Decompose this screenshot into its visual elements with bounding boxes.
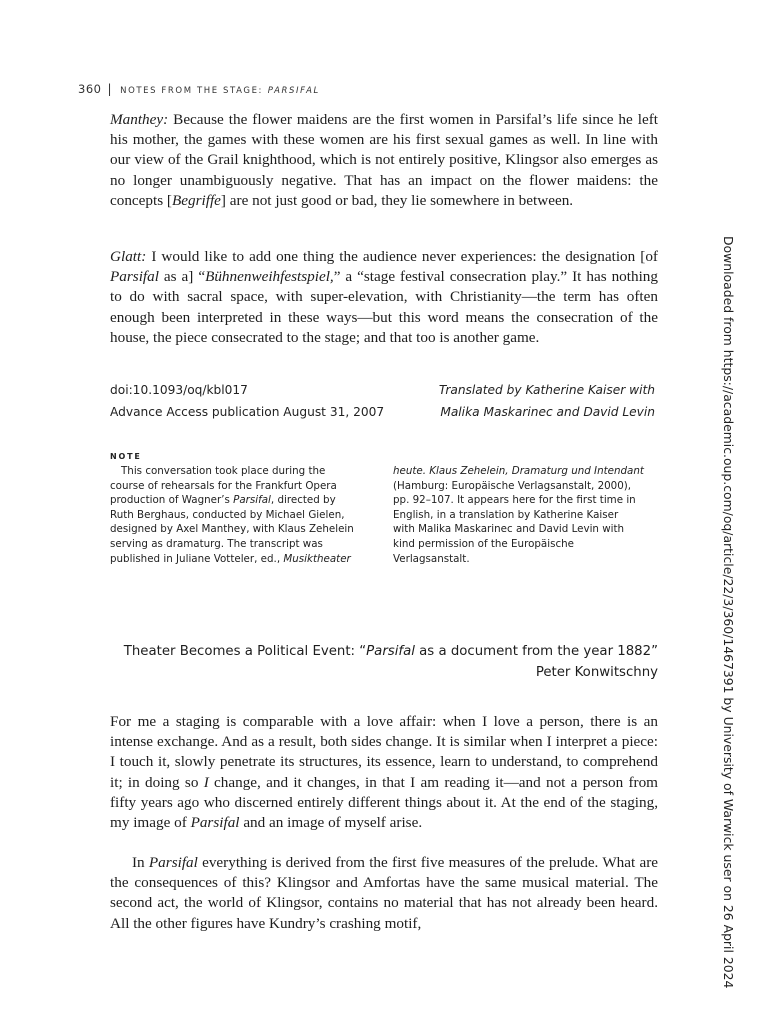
italic-work-title: Parsifal bbox=[148, 854, 198, 871]
note-line: serving as dramaturg. The transcript was bbox=[110, 537, 323, 550]
download-watermark: Downloaded from https://academic.oup.com/oq/article/22/3/360/1467391 by University of Warwick user on 26 April 2024 bbox=[721, 236, 736, 989]
italic-german-term: Bühnenweihfestspiel, bbox=[205, 268, 334, 286]
translator-line: Malika Maskarinec and David Levin bbox=[440, 405, 655, 419]
translator-line: Translated by Katherine Kaiser with bbox=[438, 383, 655, 397]
publication-meta bbox=[110, 379, 384, 423]
italic-book-title: Musiktheater bbox=[283, 552, 351, 565]
italic-term: Begriffe bbox=[172, 191, 221, 209]
italic-pronoun: I bbox=[203, 773, 209, 791]
paragraph-manthey bbox=[110, 110, 658, 211]
note-line: production of Wagner’s Parsifal, directed by bbox=[110, 494, 336, 507]
note-line: kind permission of the Europäische bbox=[393, 537, 574, 550]
italic-work-title: Parsifal bbox=[110, 268, 159, 286]
paragraph-text: ” a “stage festival consecration play.” It has nothing to do with sacral space, with super-elevation, with Christianity—the term has often enough been interpreted in these ways—but this word means the consecration of the house, the piece consecrated to the stage; and that too is another game. bbox=[110, 268, 658, 346]
note-line: (Hamburg: Europäische Verlagsanstalt, 2000), bbox=[393, 479, 632, 492]
note-heading: NOTE bbox=[110, 452, 142, 461]
running-head bbox=[78, 82, 320, 96]
note-line: pp. 92–107. It appears here for the first time in bbox=[393, 494, 636, 507]
paragraph-text: ] are not just good or bad, they lie somewhere in between. bbox=[220, 191, 574, 209]
speaker-glatt: Glatt: bbox=[110, 248, 147, 265]
paragraph-glatt bbox=[110, 247, 658, 348]
running-head-title: NOTES FROM THE STAGE: bbox=[120, 86, 264, 96]
italic-work-title: Parsifal bbox=[233, 494, 271, 507]
article-title: Theater Becomes a Political Event: “Parsifal as a document from the year 1882” bbox=[123, 644, 658, 659]
italic-work-title: Parsifal bbox=[366, 644, 415, 659]
paragraph-text: I would like to add one thing the audience never experiences: the designation [of bbox=[146, 248, 658, 265]
paragraph-article-2: In Parsifal everything is derived from the first five measures of the prelude. What are the consequences of this? Klingsor and Amfortas have the same musical material. The second act, the world of Klingsor, contains no material that has not already been heard. All the other figures have Kundry’s crashing motif, bbox=[110, 854, 658, 932]
paragraph-article-1: For me a staging is comparable with a love affair: when I love a person, there is an intense exchange. And as a result, both sides change. It is similar when I interpret a piece: I touch it, slowly penetrate its structures, its essence, learn to understand, to comprehend it; in doing so I change, and it changes, in that I am reading it—and not a person from fifty years ago who discerned entirely different things about it. At the end of the staging, my image of Parsifal and an image of myself arise. bbox=[110, 713, 658, 832]
paragraph-text: as a] “ bbox=[158, 268, 206, 286]
note-line: heute. Klaus Zehelein, Dramaturg und Intendant bbox=[393, 465, 644, 477]
note-line: course of rehearsals for the Frankfurt Opera bbox=[110, 479, 337, 492]
translator-credit bbox=[439, 379, 655, 423]
article-author: Peter Konwitschny bbox=[535, 665, 658, 680]
running-head-separator: | bbox=[107, 82, 114, 96]
page-number: 360 bbox=[78, 82, 102, 96]
note-line: designed by Axel Manthey, with Klaus Zehelein bbox=[110, 523, 354, 536]
note-column-left bbox=[110, 464, 376, 566]
note-line: English, in a translation by Katherine Kaiser bbox=[393, 508, 619, 521]
advance-access-date: Advance Access publication August 31, 2007 bbox=[110, 405, 385, 419]
note-line: published in Juliane Votteler, ed., Musiktheater bbox=[110, 552, 351, 565]
doi-link[interactable]: doi:10.1093/oq/kbl017 bbox=[110, 383, 248, 397]
note-line: Ruth Berghaus, conducted by Michael Gielen, bbox=[110, 508, 345, 521]
note-column-right bbox=[393, 464, 659, 566]
italic-work-title: Parsifal bbox=[190, 814, 240, 832]
paragraph-text: Because the flower maidens are the first women in Parsifal’s life since he left his mother, the games with these women are his first sexual games as well. In line with our view of the Grail knighthood, which is not entirely positive, Klingsor also emerges as no longer unambiguously negative. That has an impact on the flower maidens: the concepts [ bbox=[110, 111, 658, 209]
speaker-manthey: Manthey: bbox=[110, 111, 169, 128]
note-line: with Malika Maskarinec and David Levin with bbox=[393, 523, 625, 536]
note-line: This conversation took place during the bbox=[121, 465, 326, 477]
running-head-title-italic: PARSIFAL bbox=[267, 86, 320, 96]
note-line: Verlagsanstalt. bbox=[393, 552, 470, 565]
